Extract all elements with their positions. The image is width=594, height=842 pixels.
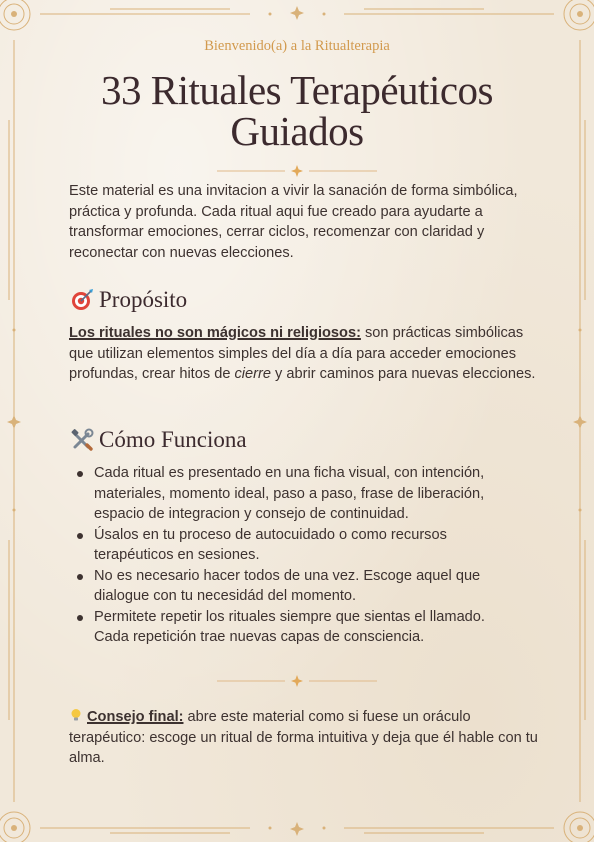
purpose-text-a: son prácticas simbólicas que utilizan elementos simples del día a día para acceder emociones profundas, crear hitos de bbox=[69, 325, 524, 382]
title-line-1: 33 Rituales Terapéuticos bbox=[101, 67, 493, 113]
page-title bbox=[40, 67, 554, 154]
heading-label: Propósito bbox=[99, 287, 188, 312]
intro-paragraph: Este material es una invitacion a vivir la sanación de forma simbólica, práctica y profunda. Cada ritual aqui fue creado para ayudarte a transformar emociones, cerrar ciclos, recomenzar con claridad y reconectar con nuevas elecciones. bbox=[69, 183, 518, 261]
target-icon bbox=[69, 287, 95, 313]
list-item: Permitete repetir los rituales siempre que sientas el llamado. Cada repetición trae nuevas capas de consciencia. bbox=[69, 607, 519, 648]
final-tip-paragraph bbox=[69, 707, 539, 769]
purpose-lead: Los rituales no son mágicos ni religiosos: bbox=[69, 325, 361, 341]
tip-lead: Consejo final: bbox=[87, 709, 184, 725]
purpose-text-b: y abrir caminos para nuevas elecciones. bbox=[271, 366, 536, 382]
heading-label: Cómo Funciona bbox=[99, 427, 247, 452]
list-item: Úsalos en tu proceso de autocuidado o como recursos terapéuticos en sesiones. bbox=[69, 525, 519, 566]
page-subtitle: Bienvenido(a) a la Ritualterapia bbox=[204, 38, 390, 54]
section-divider bbox=[0, 675, 594, 687]
section-heading-proposito bbox=[69, 287, 519, 313]
how-it-works-list bbox=[69, 463, 519, 648]
purpose-paragraph bbox=[69, 323, 539, 385]
list-item: No es necesario hacer todos de una vez. Escoge aquel que dialogue con tu necesidád del momento. bbox=[69, 566, 519, 607]
lightbulb-icon bbox=[69, 708, 83, 722]
tools-icon bbox=[69, 427, 95, 453]
list-item: Cada ritual es presentado en una ficha visual, con intención, materiales, momento ideal, paso a paso, frase de liberación, espacio de integracion y consejo de continuidad. bbox=[69, 463, 519, 525]
section-heading-como-funciona bbox=[69, 427, 519, 453]
tip-text: abre este material como si fuese un oráculo terapéutico: escoge un ritual de forma intuitiva y deja que él hable con tu alma. bbox=[69, 709, 538, 766]
purpose-text-italic: cierre bbox=[234, 366, 271, 382]
title-line-2: Guiados bbox=[230, 108, 364, 154]
title-divider bbox=[0, 165, 594, 177]
